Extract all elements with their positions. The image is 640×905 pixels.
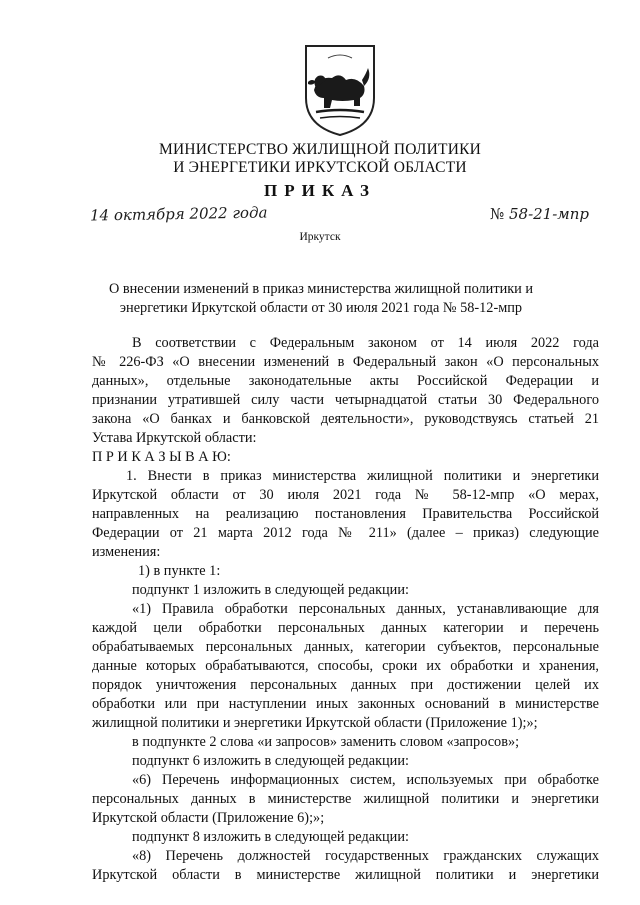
- order-title: ПРИКАЗ: [264, 181, 376, 200]
- body-line: в подпункте 2 слова «и запросов» заменить словом «запросов»;: [132, 734, 520, 750]
- body-line: данных», отдельные законодательные акты Российской Федерации и: [92, 373, 599, 389]
- body-line: обработки или при наступлении иных законных оснований в министерстве: [92, 696, 599, 712]
- order-number: [490, 205, 589, 223]
- number-sign: №: [490, 205, 505, 223]
- body-line: 1. Внести в приказ министерства жилищной политики и энергетики: [126, 468, 599, 484]
- body-line: Иркутской области от 30 июля 2021 года № 58-12-мпр «О мерах,: [92, 487, 599, 503]
- order-subject-line2: энергетики Иркутской области от 30 июля 2021 года № 58-12-мпр: [119, 300, 523, 316]
- body-line: порядок уничтожения персональных данных при достижении целей их: [92, 677, 599, 693]
- ministry-name-line1: МИНИСТЕРСТВО ЖИЛИЩНОЙ ПОЛИТИКИ: [158, 141, 482, 158]
- body-line: «6) Перечень информационных систем, используемых при обработке: [132, 772, 599, 788]
- handwritten-date: 14 октября 2022 года: [89, 203, 268, 225]
- body-line: Иркутской области в министерстве жилищной политики и энергетики: [92, 867, 599, 883]
- handwritten-order-number: 58-21-мпр: [508, 205, 589, 223]
- body-line: Устава Иркутской области:: [92, 430, 257, 446]
- body-line: № 226-ФЗ «О внесении изменений в Федеральный закон «О персональных: [92, 354, 599, 370]
- body-line: подпункт 8 изложить в следующей редакции:: [132, 829, 409, 845]
- body-line: Федерации от 21 марта 2012 года № 211» (далее – приказ) следующие: [92, 525, 599, 541]
- coat-of-arms-emblem: [302, 42, 378, 138]
- body-line: жилищной политики и энергетики Иркутской области (Приложение 1);»;: [92, 715, 538, 731]
- body-line: В соответствии с Федеральным законом от 14 июля 2022 года: [132, 335, 599, 351]
- body-line: признании утратившей силу части четырнадцатой статьи 30 Федерального: [92, 392, 599, 408]
- ministry-name-line2: И ЭНЕРГЕТИКИ ИРКУТСКОЙ ОБЛАСТИ: [173, 159, 467, 176]
- order-subject-line1: О внесении изменений в приказ министерства жилищной политики и: [108, 281, 534, 297]
- body-line: подпункт 6 изложить в следующей редакции:: [132, 753, 409, 769]
- body-line: направленных на реализацию постановления Правительства Российской: [92, 506, 599, 522]
- order-decree-word: П Р И К А З Ы В А Ю:: [92, 449, 231, 465]
- body-line: подпункт 1 изложить в следующей редакции:: [132, 582, 409, 598]
- body-line: каждой цели обработки персональных данных категории и перечень: [92, 620, 599, 636]
- body-line: 1) в пункте 1:: [138, 563, 221, 579]
- city-name: Иркутск: [299, 231, 341, 243]
- body-line: обрабатываемых персональных данных, категории субъектов, персональные: [92, 639, 599, 655]
- body-line: закона «О банках и банковской деятельности», руководствуясь статьей 21: [92, 411, 599, 427]
- body-line: данные которых обрабатываются, способы, сроки их обработки и хранения,: [92, 658, 599, 674]
- body-line: «1) Правила обработки персональных данных, устанавливающие для: [132, 601, 599, 617]
- body-line: «8) Перечень должностей государственных гражданских служащих: [132, 848, 599, 864]
- body-line: изменения:: [92, 544, 161, 560]
- body-line: Иркутской области (Приложение 6);»;: [92, 810, 325, 826]
- body-line: персональных данных в министерстве жилищной политики и энергетики: [92, 791, 599, 807]
